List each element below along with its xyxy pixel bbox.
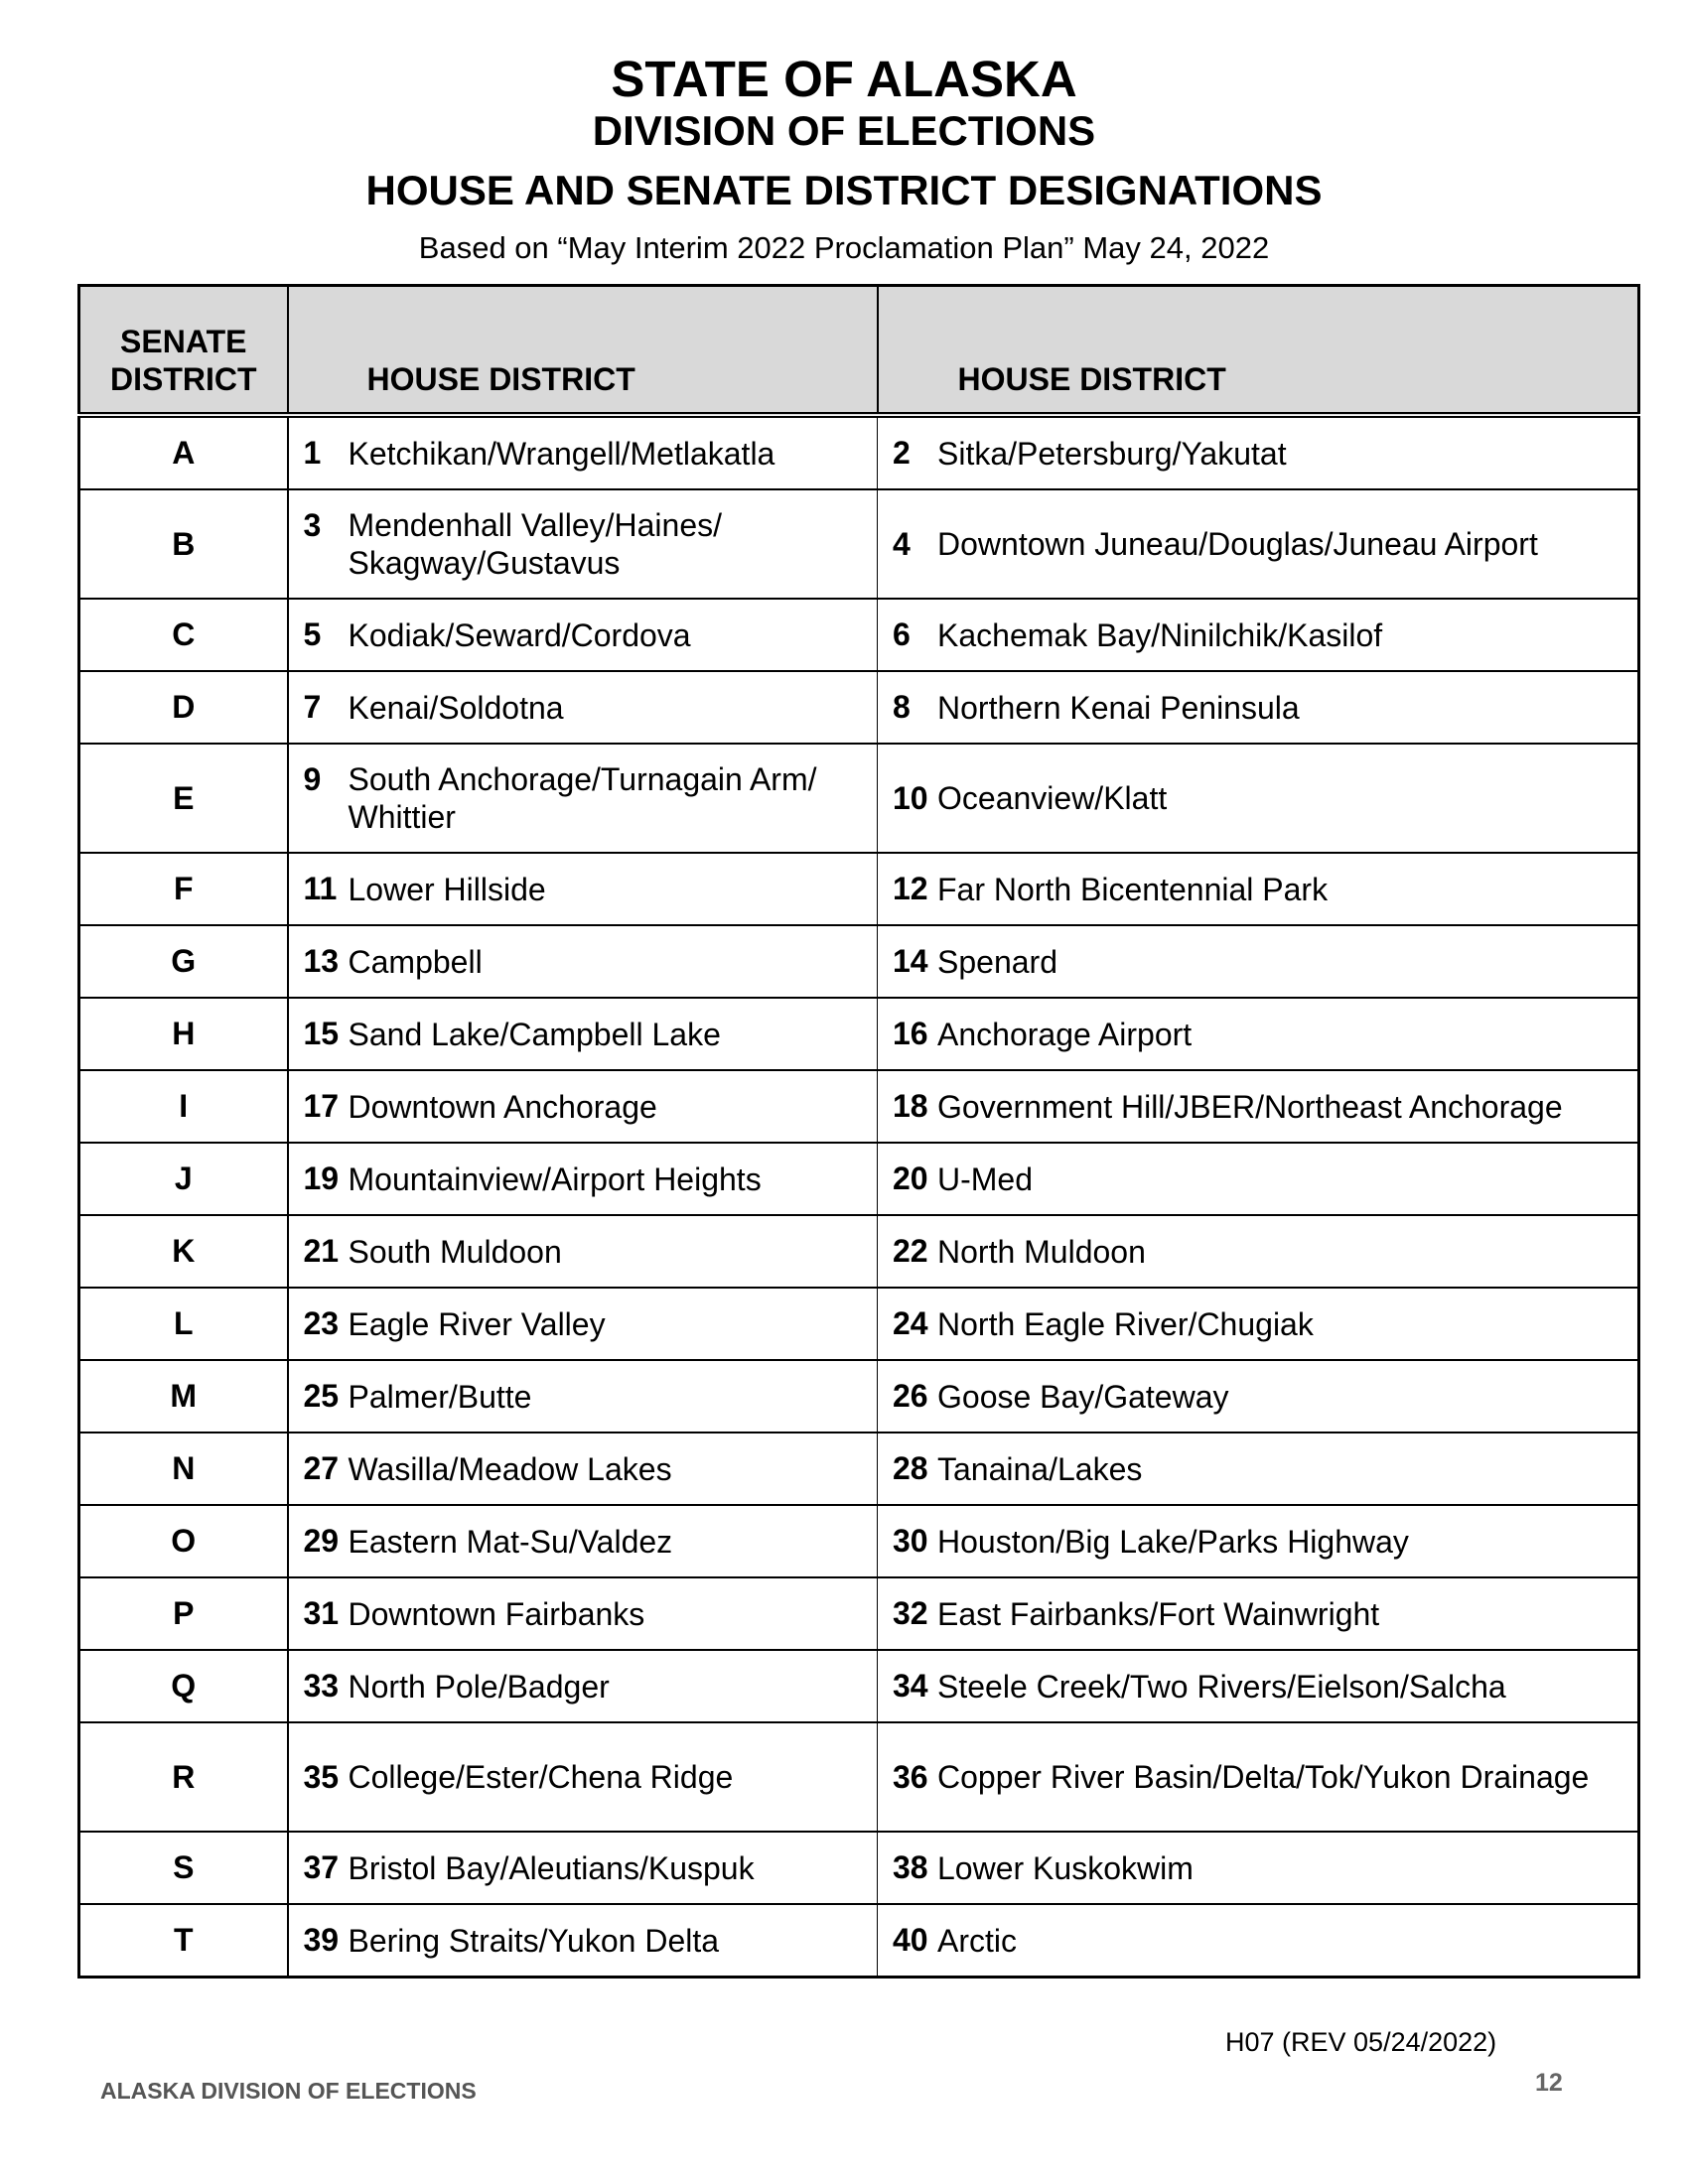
senate-district-cell: N: [79, 1433, 288, 1505]
senate-header-line1: SENATE: [120, 324, 247, 359]
house-district-cell: [878, 1360, 1639, 1433]
house-district-cell: [878, 1832, 1639, 1904]
house-district-name: Northern Kenai Peninsula: [937, 689, 1300, 726]
house-district-name: Downtown Fairbanks: [348, 1595, 645, 1632]
senate-district-cell: L: [79, 1288, 288, 1360]
house-district-cell: [288, 744, 878, 853]
house-district-cell: [288, 1070, 878, 1143]
house-district-name: Downtown Anchorage: [348, 1088, 657, 1125]
house-district-number: 8: [893, 689, 911, 725]
house-district-number: 20: [893, 1160, 928, 1196]
table-row: [79, 744, 1639, 853]
house-district-cell: [288, 599, 878, 671]
senate-district-cell: Q: [79, 1650, 288, 1722]
district-table: [77, 284, 1640, 1979]
senate-district-cell: A: [79, 415, 288, 489]
house-district-number: 25: [303, 1378, 340, 1414]
house-district-name: Palmer/Butte: [348, 1378, 532, 1415]
house-district-number: 23: [303, 1305, 340, 1341]
senate-district-cell: O: [79, 1505, 288, 1577]
house-district-name: South Muldoon: [348, 1233, 562, 1270]
house-district-name: Kenai/Soldotna: [348, 689, 564, 726]
senate-district-cell: F: [79, 853, 288, 925]
table-row: [79, 1722, 1639, 1832]
senate-district-cell: E: [79, 744, 288, 853]
house-district-number: 17: [303, 1088, 340, 1124]
senate-district-cell: C: [79, 599, 288, 671]
house-district-cell: [878, 853, 1639, 925]
senate-header-line2: DISTRICT: [109, 361, 257, 397]
senate-district-cell: D: [79, 671, 288, 744]
house-district-cell: [288, 1650, 878, 1722]
table-row: [79, 415, 1639, 489]
house-district-cell: [288, 853, 878, 925]
house-district-cell: [288, 1832, 878, 1904]
table-row: [79, 1904, 1639, 1978]
house-district-name: Sand Lake/Campbell Lake: [348, 1016, 721, 1052]
senate-district-cell: M: [79, 1360, 288, 1433]
house-district-number: 10: [893, 779, 928, 816]
house-district-name: Eastern Mat-Su/Valdez: [348, 1523, 673, 1560]
house-district-cell: [878, 1577, 1639, 1650]
house-district-number: 39: [303, 1922, 340, 1958]
house-district-number: 5: [303, 616, 322, 652]
house-district-number: 36: [893, 1759, 928, 1795]
house-district-name: College/Ester/Chena Ridge: [348, 1759, 734, 1795]
house-district-cell: [878, 489, 1639, 599]
house-district-number: 21: [303, 1233, 340, 1269]
house-district-number: 3: [303, 507, 322, 543]
senate-district-cell: B: [79, 489, 288, 599]
senate-district-cell: T: [79, 1904, 288, 1978]
house-district-name: Ketchikan/Wrangell/Metlakatla: [348, 435, 775, 472]
house-district-number: 26: [893, 1378, 928, 1414]
table-row: [79, 1650, 1639, 1722]
table-row: [79, 599, 1639, 671]
house-district-cell: [878, 1143, 1639, 1215]
house-district-cell: [288, 415, 878, 489]
district-table-body: [79, 415, 1639, 1978]
house-district-header-2: HOUSE DISTRICT: [878, 286, 1639, 416]
table-row: [79, 853, 1639, 925]
page-number: 12: [1535, 2069, 1563, 2097]
table-row: [79, 1070, 1639, 1143]
table-row: [79, 1288, 1639, 1360]
house-district-name: Lower Hillside: [348, 871, 546, 907]
house-district-number: 4: [893, 525, 911, 562]
house-district-cell: [288, 1577, 878, 1650]
house-district-cell: [288, 925, 878, 998]
senate-district-cell: S: [79, 1832, 288, 1904]
house-district-number: 11: [303, 871, 338, 906]
house-district-name: Steele Creek/Two Rivers/Eielson/Salcha: [937, 1668, 1506, 1705]
house-district-name: Government Hill/JBER/Northeast Anchorage: [937, 1088, 1563, 1125]
house-district-name: Goose Bay/Gateway: [937, 1378, 1229, 1415]
house-district-name: Mendenhall Valley/Haines/ Skagway/Gustavus: [348, 507, 723, 581]
house-district-name: Tanaina/Lakes: [937, 1450, 1143, 1487]
house-district-name: Mountainview/Airport Heights: [348, 1160, 762, 1197]
senate-district-cell: K: [79, 1215, 288, 1288]
house-district-name: Bristol Bay/Aleutians/Kuspuk: [348, 1849, 755, 1886]
house-district-number: 2: [893, 435, 911, 471]
table-row: [79, 925, 1639, 998]
house-district-cell: [878, 1904, 1639, 1978]
table-row: [79, 1832, 1639, 1904]
house-district-name: Sitka/Petersburg/Yakutat: [937, 435, 1287, 472]
house-district-cell: [288, 998, 878, 1070]
house-district-cell: [878, 599, 1639, 671]
house-district-name: Wasilla/Meadow Lakes: [348, 1450, 672, 1487]
house-district-number: 22: [893, 1233, 928, 1269]
house-district-cell: [878, 1288, 1639, 1360]
house-district-cell: [288, 1143, 878, 1215]
house-district-number: 31: [303, 1595, 340, 1631]
plan-basis: Based on “May Interim 2022 Proclamation Plan” May 24, 2022: [418, 230, 1270, 265]
house-district-number: 37: [303, 1849, 340, 1885]
house-district-number: 35: [303, 1758, 340, 1795]
house-district-name: North Pole/Badger: [348, 1668, 610, 1705]
house-district-number: 32: [893, 1595, 928, 1631]
house-district-name: Kachemak Bay/Ninilchik/Kasilof: [937, 616, 1383, 653]
table-row: [79, 1433, 1639, 1505]
house-district-number: 14: [893, 943, 928, 979]
house-district-name: Downtown Juneau/Douglas/Juneau Airport: [937, 526, 1538, 562]
house-district-name: Arctic: [937, 1922, 1017, 1959]
table-row: [79, 1360, 1639, 1433]
senate-district-cell: J: [79, 1143, 288, 1215]
house-district-cell: [288, 1904, 878, 1978]
house-district-number: 24: [893, 1305, 928, 1341]
senate-district-cell: P: [79, 1577, 288, 1650]
house-district-cell: [878, 1433, 1639, 1505]
house-district-name: Campbell: [348, 943, 483, 980]
house-district-number: 34: [893, 1668, 928, 1704]
house-district-cell: [878, 925, 1639, 998]
table-row: [79, 1215, 1639, 1288]
house-district-cell: [288, 489, 878, 599]
house-district-number: 13: [303, 943, 340, 979]
house-district-cell: [878, 998, 1639, 1070]
house-district-number: 9: [303, 761, 322, 797]
house-district-number: 29: [303, 1523, 340, 1559]
table-row: [79, 998, 1639, 1070]
house-district-name: East Fairbanks/Fort Wainwright: [937, 1595, 1380, 1632]
page-subtitle: DIVISION OF ELECTIONS: [592, 107, 1096, 154]
house-district-number: 12: [893, 871, 928, 906]
house-district-cell: [288, 671, 878, 744]
house-district-name: Spenard: [937, 943, 1057, 980]
house-district-header-1: HOUSE DISTRICT: [288, 286, 878, 416]
page-title: STATE OF ALASKA: [611, 51, 1077, 107]
house-district-name: North Eagle River/Chugiak: [937, 1305, 1314, 1342]
senate-district-header: [79, 286, 288, 416]
house-district-number: 6: [893, 616, 911, 652]
senate-district-cell: I: [79, 1070, 288, 1143]
footer-org: ALASKA DIVISION OF ELECTIONS: [100, 2078, 477, 2104]
senate-district-cell: H: [79, 998, 288, 1070]
house-district-cell: [878, 1650, 1639, 1722]
table-row: [79, 1143, 1639, 1215]
house-district-name: Bering Straits/Yukon Delta: [348, 1922, 720, 1959]
house-district-name: Lower Kuskokwim: [937, 1849, 1194, 1886]
house-district-cell: [878, 415, 1639, 489]
table-row: [79, 671, 1639, 744]
house-district-number: 38: [893, 1849, 928, 1885]
house-district-cell: [288, 1505, 878, 1577]
page-heading: HOUSE AND SENATE DISTRICT DESIGNATIONS: [365, 167, 1323, 213]
house-district-number: 27: [303, 1450, 340, 1486]
house-district-cell: [878, 744, 1639, 853]
house-district-number: 15: [303, 1016, 340, 1051]
table-header-row: [79, 286, 1639, 416]
house-district-cell: [288, 1288, 878, 1360]
house-district-cell: [288, 1360, 878, 1433]
house-district-number: 40: [893, 1922, 928, 1958]
house-district-number: 19: [303, 1160, 340, 1196]
house-district-name: Houston/Big Lake/Parks Highway: [937, 1523, 1409, 1560]
house-district-name: Far North Bicentennial Park: [937, 871, 1329, 907]
senate-district-cell: G: [79, 925, 288, 998]
house-district-number: 18: [893, 1088, 928, 1124]
house-district-number: 33: [303, 1668, 340, 1704]
house-district-name: Copper River Basin/Delta/Tok/Yukon Drainage: [937, 1759, 1590, 1795]
house-district-cell: [288, 1433, 878, 1505]
house-district-number: 16: [893, 1016, 928, 1051]
house-district-number: 1: [303, 435, 322, 471]
house-district-name: U-Med: [937, 1160, 1034, 1197]
house-district-name: North Muldoon: [937, 1233, 1146, 1270]
house-district-cell: [878, 1505, 1639, 1577]
house-district-name: Anchorage Airport: [937, 1016, 1193, 1052]
house-district-name: South Anchorage/Turnagain Arm/ Whittier: [348, 761, 817, 835]
house-district-cell: [878, 1070, 1639, 1143]
house-district-cell: [878, 671, 1639, 744]
house-district-name: Kodiak/Seward/Cordova: [348, 616, 691, 653]
revision-code: H07 (REV 05/24/2022): [1225, 2027, 1497, 2057]
table-row: [79, 1505, 1639, 1577]
house-district-number: 30: [893, 1523, 928, 1559]
house-district-number: 7: [303, 689, 322, 725]
table-row: [79, 1577, 1639, 1650]
house-district-number: 28: [893, 1450, 928, 1486]
house-district-cell: [878, 1215, 1639, 1288]
house-district-cell: [878, 1722, 1639, 1832]
senate-district-cell: R: [79, 1722, 288, 1832]
table-row: [79, 489, 1639, 599]
house-district-cell: [288, 1215, 878, 1288]
house-district-cell: [288, 1722, 878, 1832]
house-district-name: Oceanview/Klatt: [937, 780, 1168, 816]
house-district-name: Eagle River Valley: [348, 1305, 606, 1342]
